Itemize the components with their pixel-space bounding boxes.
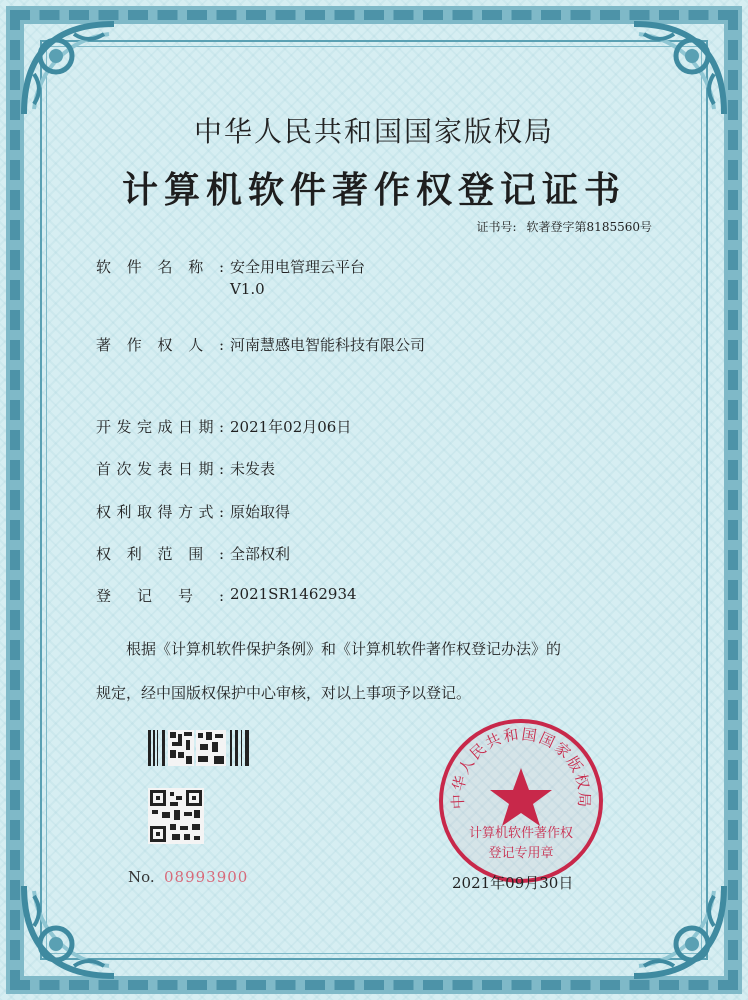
seal-text-line-1: 计算机软件著作权 (468, 826, 573, 841)
statement-line-1: 根据《计算机软件保护条例》和《计算机软件著作权登记办法》的 (126, 640, 562, 658)
serial-label: No. (128, 868, 155, 886)
software-name-value: 安全用电管理云平台 (230, 258, 366, 276)
owner-value: 河南慧感电智能科技有限公司 (230, 336, 426, 354)
owner-label: 著作权人: (96, 336, 224, 354)
completion-date-label: 开发完成日期: (96, 418, 224, 436)
seal-text-line-2: 登记专用章 (488, 846, 554, 861)
registration-row (96, 585, 357, 606)
software-name-label: 软件名称: (96, 258, 224, 276)
completion-date-value: 2021年02月06日 (230, 418, 352, 436)
issuer-title: 中华人民共和国国家版权局 (193, 115, 554, 148)
seal-ring-text: 中华人民共和国国家版权局 (448, 725, 594, 810)
corner-ornament-icon (624, 14, 734, 124)
publication-date-label: 首次发表日期: (96, 460, 224, 478)
owner-row (96, 334, 426, 355)
scope-label: 权利范围: (96, 545, 224, 563)
qr-code-icon (148, 788, 204, 844)
acquisition-label: 权利取得方式: (96, 503, 224, 521)
certificate-number (467, 218, 653, 235)
registration-label: 登记号: (96, 587, 224, 605)
publication-date-row (96, 458, 276, 479)
scope-row (96, 543, 291, 564)
issue-date: 2021年09月30日 (452, 874, 574, 892)
publication-date-value: 未发表 (230, 460, 276, 478)
certificate-number-label: 证书号: (476, 220, 517, 234)
certificate-number-value: 软著登字第8185560号 (526, 220, 652, 234)
statement-line-2: 规定，经中国版权保护中心审核，对以上事项予以登记。 (96, 684, 472, 702)
acquisition-row (96, 501, 291, 522)
completion-date-row (96, 416, 352, 437)
corner-ornament-icon (14, 876, 124, 986)
corner-ornament-icon (624, 876, 734, 986)
acquisition-value: 原始取得 (230, 503, 291, 521)
software-version: V1.0 (230, 280, 265, 298)
software-name-row (96, 256, 366, 298)
barcode-icon (148, 730, 252, 766)
registration-value: 2021SR1462934 (230, 585, 357, 603)
certificate-title: 计算机软件著作权登记证书 (121, 169, 626, 211)
scope-value: 全部权利 (230, 545, 291, 563)
corner-ornament-icon (14, 14, 124, 124)
serial-value: 08993900 (164, 868, 249, 886)
